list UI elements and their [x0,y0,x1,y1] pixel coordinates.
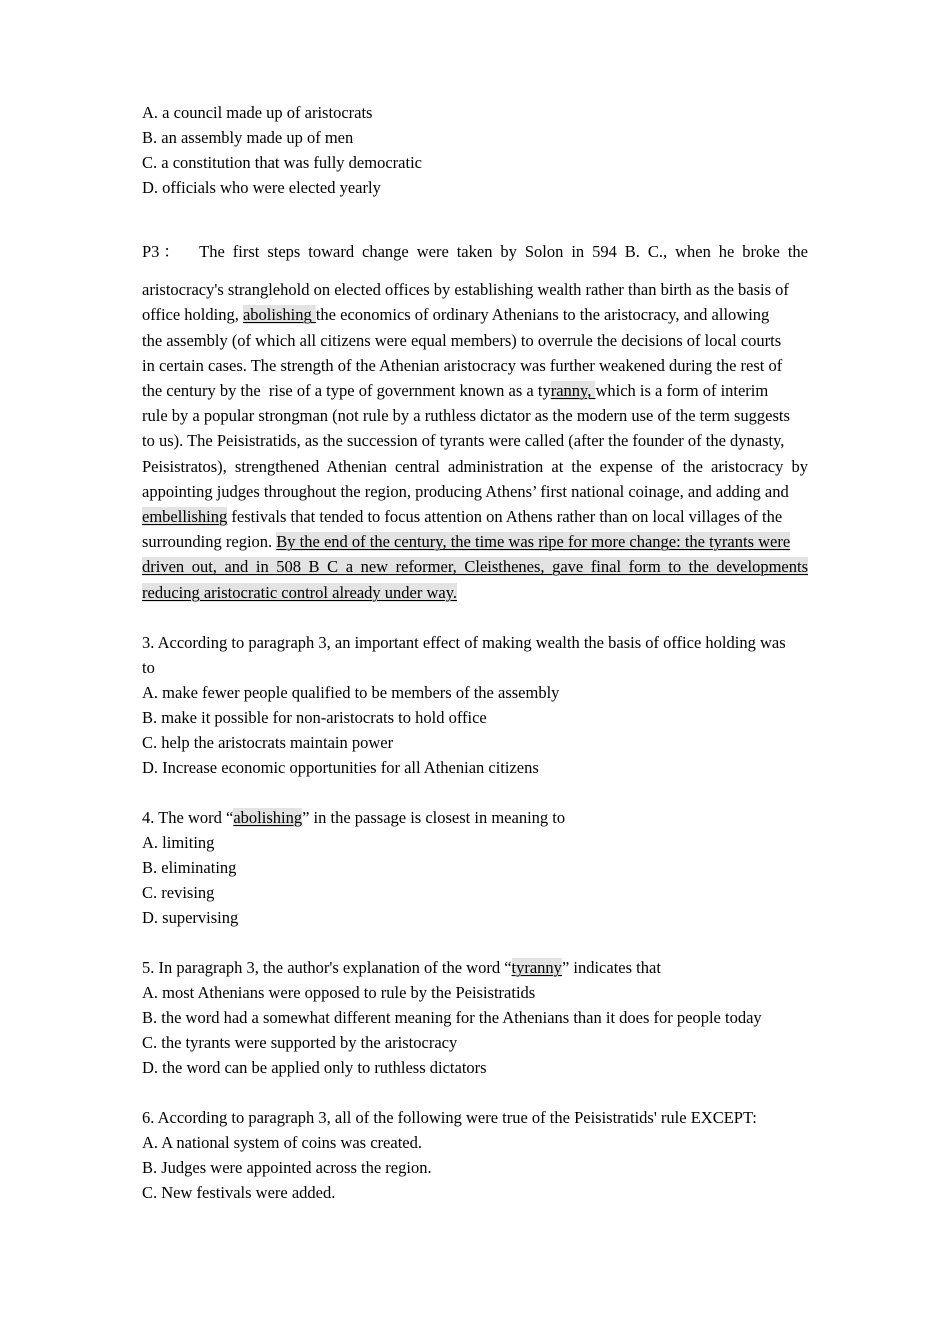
text-run: A. A national system of coins was created. [142,1132,422,1152]
text-run: 4. The word “ [142,807,234,827]
question-stem-q3 [142,630,808,655]
top-answer-options [142,100,808,200]
text-run: which is a form of interim [595,381,769,401]
text-run: B. the word had a somewhat different meaning for the Athenians than it does for people today [142,1007,762,1027]
passage-line-5 [142,353,808,378]
highlighted-text: By the end of the century, the time was ripe for more change: the tyrants were [276,532,791,552]
text-run: festivals that tended to focus attention on Athens rather than on local villages of the [227,507,783,527]
option-q3-c [142,730,808,755]
text-run: the assembly (of which all citizens were equal members) to overrule the decisions of local courts [142,330,782,350]
text-run: ” in the passage is closest in meaning to [302,807,566,827]
answer-option-a [142,100,808,125]
text-run: B. eliminating [142,857,237,877]
highlighted-text: abolishing [242,305,316,325]
option-q6-a [142,1130,808,1155]
passage-line-1 [142,239,808,264]
option-q4-a [142,830,808,855]
option-q4-c [142,880,808,905]
question-block-q5 [142,955,808,1080]
text-run: B. Judges were appointed across the region. [142,1157,432,1177]
text-run: office holding, [142,305,243,325]
passage-line-9 [142,454,808,479]
text-run: rule by a popular strongman (not rule by a ruthless dictator as the modern use of the term suggests [142,406,790,426]
text-run: 6. According to paragraph 3, all of the following were true of the Peisistratids' rule EXCEPT: [142,1107,757,1127]
text-run: D. supervising [142,907,239,927]
text-run: to [142,657,155,677]
passage-line-13 [142,554,808,579]
text-run: surrounding region. [142,532,277,552]
text-run: A. make fewer people qualified to be members of the assembly [142,682,560,702]
text-run: C. help the aristocrats maintain power [142,732,394,752]
passage-line-7 [142,403,808,428]
answer-option-c [142,150,808,175]
question-stem-q5 [142,955,808,980]
passage-paragraph-3 [142,239,808,605]
text-run: B. an assembly made up of men [142,128,354,147]
question-stem-q3-cont [142,655,808,680]
text-run: in certain cases. The strength of the Athenian aristocracy was further weakened during the rest of [142,355,783,375]
option-q4-d [142,905,808,930]
text-run: 5. In paragraph 3, the author's explanation of the word “ [142,957,512,977]
option-q3-b [142,705,808,730]
text-run: C. a constitution that was fully democratic [142,153,422,172]
text-run: C. New festivals were added. [142,1182,336,1202]
option-q4-b [142,855,808,880]
highlighted-text: driven out, and in 508 B C a new reformer, Cleisthenes, gave final form to the developments [142,557,808,577]
answer-option-b [142,125,808,150]
question-block-q4 [142,805,808,930]
option-q5-d [142,1055,808,1080]
passage-line-6 [142,378,808,403]
answer-option-d [142,175,808,200]
option-q6-b [142,1155,808,1180]
question-block-q6 [142,1105,808,1205]
text-run: to us). The Peisistratids, as the succession of tyrants were called (after the founder of the dynasty, [142,431,785,451]
highlighted-text: reducing aristocratic control already under way. [142,582,458,602]
text-run: C. revising [142,882,215,902]
text-run: A. most Athenians were opposed to rule by the Peisistratids [142,982,536,1002]
passage-line-2 [142,277,808,302]
text-run: appointing judges throughout the region, producing Athens’ first national coinage, and adding and [142,481,789,501]
question-stem-q4 [142,805,808,830]
question-block-q3 [142,630,808,780]
highlighted-text: ranny, [550,381,596,401]
option-q3-d [142,755,808,780]
highlighted-text: tyranny [511,957,562,977]
text-run: 3. According to paragraph 3, an important effect of making wealth the basis of office holding was [142,632,786,652]
option-q6-c [142,1180,808,1205]
text-run: D. officials who were elected yearly [142,178,381,197]
text-run: aristocracy's stranglehold on elected offices by establishing wealth rather than birth as the basis of [142,280,789,300]
text-run: the century by the rise of a type of government known as a ty [142,381,551,401]
text-run: D. Increase economic opportunities for all Athenian citizens [142,757,539,777]
text-run: the economics of ordinary Athenians to the aristocracy, and allowing [315,305,770,325]
option-q5-b [142,1005,808,1030]
text-run: A. a council made up of aristocrats [142,103,373,122]
option-q3-a [142,680,808,705]
text-run: A. limiting [142,832,215,852]
highlighted-text: abolishing [233,807,303,827]
highlighted-text: embellishing [142,507,228,527]
passage-line-11 [142,504,808,529]
questions-container [142,630,808,1205]
question-stem-q6 [142,1105,808,1130]
passage-line-12 [142,529,808,554]
passage-line-14 [142,580,808,605]
text-run: P3： The first steps toward change were taken by Solon in 594 B. C., when he broke the [142,242,808,261]
text-run: Peisistratos), strengthened Athenian central administration at the expense of the aristocracy by [142,456,808,476]
text-run: D. the word can be applied only to ruthless dictators [142,1057,487,1077]
document-body [142,100,808,1205]
passage-line-3 [142,302,808,327]
text-run: ” indicates that [561,957,661,977]
option-q5-a [142,980,808,1005]
passage-line-8 [142,428,808,453]
text-run: C. the tyrants were supported by the aristocracy [142,1032,458,1052]
text-run: B. make it possible for non-aristocrats to hold office [142,707,487,727]
option-q5-c [142,1030,808,1055]
passage-line-10 [142,479,808,504]
passage-line-4 [142,328,808,353]
